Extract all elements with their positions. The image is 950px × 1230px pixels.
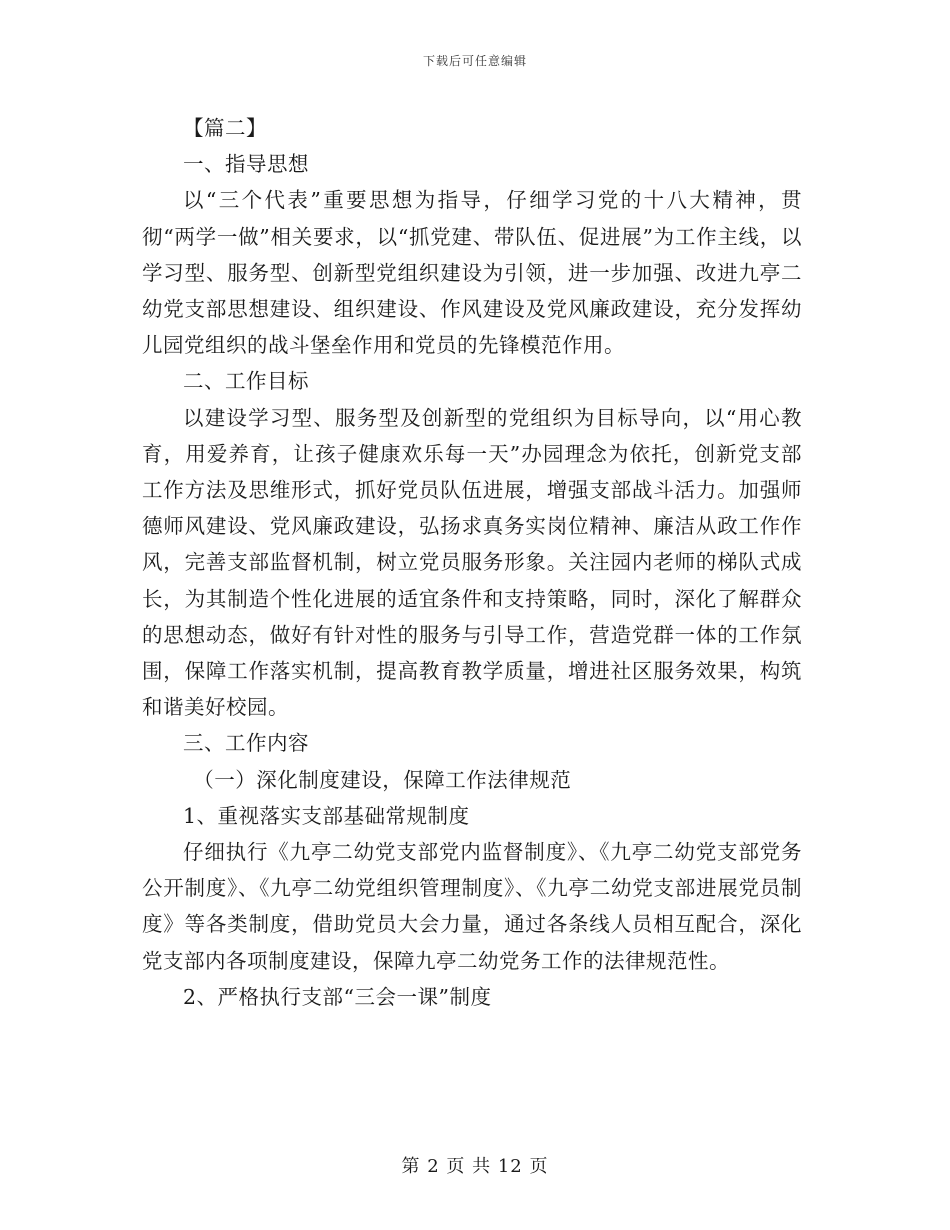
document-body [142, 110, 802, 1015]
paragraph-basic-rules: 仔细执行《九亭二幼党支部党内监督制度》、《九亭二幼党支部党务公开制度》、《九亭二幼党组织管理制度》、《九亭二幼党支部进展党员制度》等各类制度，借助党员大会力量，通过各条线人员相互配合，深化党支部内各项制度建设，保障九亭二幼党务工作的法律规范性。 [142, 840, 802, 973]
paragraph-work-goals: 以建设学习型、服务型及创新型的党组织为目标导向，以“用心教育，用爱养育，让孩子健康欢乐每一天”办园理念为依托，创新党支部工作方法及思维形式，抓好党员队伍进展，增强支部战斗活力。加强师德师风建设、党风廉政建设，弘扬求真务实岗位精神、廉洁从政工作作风，完善支部监督机制，树立党员服务形象。关注园内老师的梯队式成长，为其制造个性化进展的适宜条件和支持策略，同时，深化了解群众的思想动态，做好有针对性的服务与引导工作，营造党群一体的工作氛围，保障工作落实机制，提高教育教学质量，增进社区服务效果，构筑和谐美好校园。 [142, 405, 802, 720]
paragraph-guiding-ideology: 以“三个代表”重要思想为指导，仔细学习党的十八大精神，贯彻“两学一做”相关要求，以“抓党建、带队伍、促进展”为工作主线，以学习型、服务型、创新型党组织建设为引领，进一步加强、改进九亭二幼党支部思想建设、组织建设、作风建设及党风廉政建设，充分发挥幼儿园党组织的战斗堡垒作用和党员的先锋模范作用。 [142, 188, 802, 358]
heading-guiding-ideology: 一、指导思想 [183, 152, 309, 177]
subheading-system-building: （一）深化制度建设，保障工作法律规范 [193, 767, 572, 792]
section-marker: 【篇二】 [183, 116, 267, 140]
page-number: 第 2 页 共 12 页 [401, 1156, 549, 1177]
heading-work-content: 三、工作内容 [183, 731, 309, 756]
item-heading-basic-rules: 1、重视落实支部基础常规制度 [183, 803, 470, 828]
page-header: 下载后可任意编辑 [422, 54, 527, 68]
heading-work-goals: 二、工作目标 [183, 369, 309, 394]
item-heading-three-meetings: 2、严格执行支部“三会一课”制度 [183, 984, 492, 1009]
